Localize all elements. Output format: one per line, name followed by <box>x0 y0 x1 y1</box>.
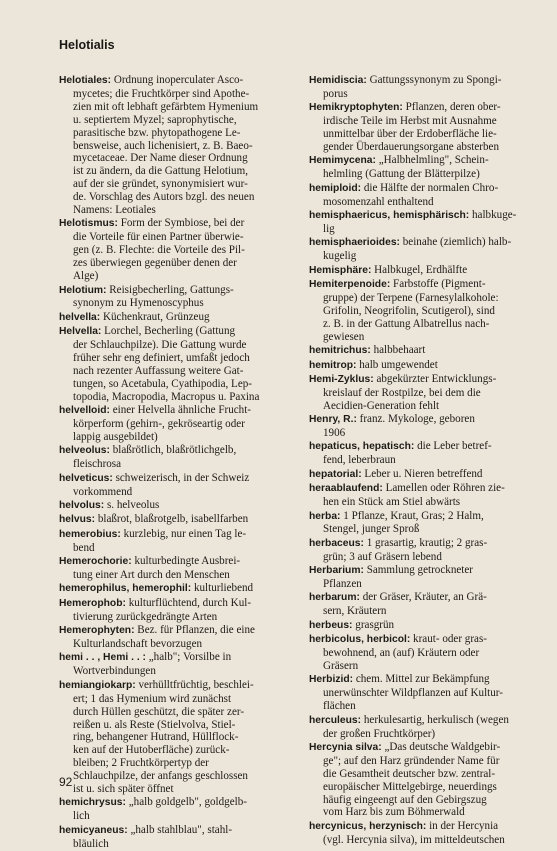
entry-definition-line: durch Hüllen geschützt, die später zer- <box>73 705 245 718</box>
entry-headword: Henry, R.: <box>309 414 357 426</box>
entry-definition: herkulesartig, herkulisch (wegen <box>361 713 509 726</box>
dictionary-entry <box>309 537 538 564</box>
entry-definition: abgekürzter Entwicklungs- <box>373 372 497 385</box>
entry-definition-line: sern, Kräutern <box>323 605 387 618</box>
entry-definition-line: bläulich <box>73 837 109 850</box>
dictionary-entry <box>309 591 538 618</box>
entry-definition: kurzlebig, nur einen Tag le- <box>120 527 247 540</box>
entry-headword: Hemiterpenoide: <box>309 279 391 291</box>
dictionary-entry <box>309 264 538 278</box>
entry-definition-line: kreislauf der Rostpilze, bei dem die <box>323 386 481 399</box>
entry-headword: Hemisphäre: <box>309 264 372 276</box>
entry-definition: Halbkugel, Erdhälfte <box>371 263 468 276</box>
entry-definition-line: porus <box>323 87 348 100</box>
entry-definition: einer Helvella ähnliche Frucht- <box>109 404 251 417</box>
entry-headword: helvolus: <box>59 500 105 511</box>
entry-headword: Helotium: <box>59 284 107 296</box>
entry-definition-line: z. B. in der Gattung Albatrellus nach- <box>323 317 490 330</box>
entry-headword: herbarum: <box>309 592 360 604</box>
entry-definition-line: kugelig <box>323 250 357 263</box>
entry-headword: hepatorial: <box>309 468 362 480</box>
dictionary-entry <box>309 468 538 482</box>
entry-definition-line: die Vorteile für einen Partner überwie- <box>73 231 244 244</box>
entry-definition-line: Kulturlandschaft bevorzugen <box>73 638 203 651</box>
entry-headword: hemichrysus: <box>59 797 126 809</box>
entry-definition-line: mycetaceae. Der Name dieser Ordnung <box>73 152 248 165</box>
entry-headword: herculeus: <box>309 714 362 726</box>
entry-definition: Sammlung getrockneter <box>363 564 473 577</box>
entry-headword: Hercynia silva: <box>309 741 382 753</box>
entry-definition: s. helveolus <box>104 499 160 511</box>
dictionary-entry <box>309 209 538 236</box>
entry-headword: Hemerochorie: <box>59 556 132 568</box>
entry-definition-line: Wortverbindungen <box>73 665 156 678</box>
entry-headword: helvelloid: <box>59 405 110 417</box>
entry-headword: hemiangiokarp: <box>59 679 136 691</box>
entry-definition: Leber u. Nieren betreffend <box>361 467 483 480</box>
entry-headword: helvella: <box>59 311 101 323</box>
entry-headword: hemerobius: <box>59 528 121 540</box>
dictionary-entry <box>309 714 538 741</box>
entry-definition-line: europäischer Mittelgebirge, neuerdings <box>323 780 497 793</box>
entry-definition-line: tungen, so Acetabula, Cyathipodia, Lep- <box>73 377 252 390</box>
entry-definition-line: fleischrosa <box>73 458 122 471</box>
entry-definition: halb umgewendet <box>356 358 438 371</box>
entry-definition-line: ist u. sich später öffnet <box>73 783 174 796</box>
dictionary-entry <box>59 651 295 678</box>
running-header: Helotialis <box>59 38 115 52</box>
dictionary-entry <box>59 679 295 796</box>
entry-headword: hemiploid: <box>309 182 362 194</box>
entry-headword: Hemidiscia: <box>309 75 367 86</box>
entry-definition-line: unerwünschter Wildpflanzen auf Kultur- <box>323 687 503 700</box>
entry-headword: Hemi-Zyklus: <box>309 373 374 385</box>
entry-headword: Helotismus: <box>59 218 118 230</box>
entry-definition-line: lappig ausgebildet) <box>73 430 158 443</box>
entry-definition: blaßrot, blaßrotgelb, isabellfarben <box>95 513 249 526</box>
entry-definition-line: gruppe) der Terpene (Farnesylalkohole: <box>323 292 499 304</box>
dictionary-entry <box>59 796 295 823</box>
dictionary-entry <box>59 284 295 311</box>
entry-definition-line: gewiesen <box>323 330 365 343</box>
entry-definition-line: helmling (Gattung der Blätterpilze) <box>323 168 480 181</box>
dictionary-entry <box>309 440 538 467</box>
entry-definition: franz. Mykologe, geboren <box>356 413 475 426</box>
entry-definition-line: zes überwiegen gegenüber denen der <box>73 257 237 270</box>
entry-definition-line: bleiben; 2 Fruchtkörpertyp der <box>73 757 209 770</box>
entry-headword: hemisphaericus, hemisphärisch: <box>309 210 470 222</box>
dictionary-entry <box>59 311 295 325</box>
entry-definition-line: Aecidien-Generation fehlt <box>323 399 440 412</box>
entry-definition-line: grün; 3 auf Gräsern lebend <box>323 550 442 563</box>
dictionary-entry <box>59 555 295 582</box>
dictionary-entry <box>59 582 295 596</box>
dictionary-entry <box>59 404 295 444</box>
entry-definition-line: Grifolin, Neogrifolin, Scutigerol), sind <box>323 304 495 317</box>
entry-headword: hemerophilus, hemerophil: <box>59 583 192 595</box>
entry-definition-line: Schlauchpilze, der anfangs geschlossen <box>73 770 248 783</box>
entry-definition: Bez. für Pflanzen, die eine <box>134 624 255 637</box>
entry-definition-line: zien mit oft lebhaft gefärbtem Hymenium <box>73 100 259 113</box>
dictionary-entry <box>309 564 538 591</box>
entry-headword: Hemimycena: <box>309 155 376 167</box>
entry-definition: Küchenkraut, Grünzeug <box>100 310 210 323</box>
entry-definition: 1 Pflanze, Kraut, Gras; 2 Halm, <box>340 509 484 522</box>
entry-headword: herbicolus, herbicol: <box>309 634 411 646</box>
right-column <box>309 74 538 847</box>
entry-definition-line: Alge) <box>73 270 99 283</box>
dictionary-entry <box>309 278 538 344</box>
entry-definition-line: Stengel, junger Sproß <box>323 523 420 536</box>
entry-definition-line: bend <box>73 541 95 554</box>
dictionary-entry <box>309 74 538 101</box>
page-number: 92 <box>59 775 73 789</box>
entry-definition: chem. Mittel zur Bekämpfung <box>353 673 490 686</box>
entry-definition: kulturliebend <box>191 582 254 595</box>
dictionary-entry <box>59 472 295 499</box>
entry-definition: die Leber betref- <box>414 440 492 453</box>
entry-definition-line: ist zu ändern, da die Gattung Helotium, <box>73 165 248 178</box>
dictionary-entry <box>309 373 538 413</box>
entry-definition: in der Hercynia <box>426 819 499 832</box>
entry-headword: herbeus: <box>309 619 353 631</box>
dictionary-entry <box>309 413 538 440</box>
dictionary-entry <box>309 741 538 819</box>
entry-headword: Herbarium: <box>309 565 364 577</box>
dictionary-entry <box>309 619 538 633</box>
dictionary-entry <box>59 597 295 624</box>
entry-headword: hemitrop: <box>309 359 357 371</box>
entry-definition-line: häufig eingeengt auf den Gebirgszug <box>323 793 487 806</box>
entry-definition-line: gen (z. B. Flechte: die Vorteile des Pil- <box>73 244 245 257</box>
dictionary-entry <box>309 101 538 154</box>
dictionary-entry <box>309 344 538 358</box>
entry-definition: Pflanzen, deren ober- <box>402 101 501 114</box>
entry-definition-line: gender Überdauerungsorgane absterben <box>323 141 499 154</box>
entry-headword: helveolus: <box>59 445 110 457</box>
entry-headword: helveticus: <box>59 472 113 484</box>
entry-definition-line: hen ein Stück am Stiel abwärts <box>323 496 461 509</box>
entry-headword: Helvella: <box>59 326 102 338</box>
entry-definition-line: ge"; auf den Harz gründender Name für <box>323 754 500 767</box>
entry-definition-line: irdische Teile im Herbst mit Ausnahme <box>323 115 497 128</box>
dictionary-entry <box>309 482 538 509</box>
entry-definition: „halb"; Vorsilbe in <box>145 651 232 664</box>
entry-definition: „Das deutsche Waldgebir- <box>381 740 501 753</box>
entry-definition-line: topodia, Macropodia, Macropus u. Paxina <box>73 390 260 403</box>
entry-headword: hemi . . , Hemi . . : <box>59 652 146 664</box>
entry-definition: „Halbhelmling", Schein- <box>375 154 489 167</box>
entry-headword: hercynicus, herzynisch: <box>309 820 427 832</box>
dictionary-entry <box>59 325 295 403</box>
entry-headword: hemitrichus: <box>309 345 371 357</box>
entry-definition-line: ken auf der Hutoberfläche) zurück- <box>73 744 230 757</box>
entry-definition-line: fend, leberbraun <box>323 454 396 467</box>
dictionary-entry <box>309 154 538 181</box>
dictionary-entry <box>59 74 295 217</box>
entry-definition: Lamellen oder Röhren zie- <box>382 482 505 495</box>
entry-definition-line: bensweise, auch lichenisiert, z. B. Baeo- <box>73 139 253 152</box>
entry-definition-line: parasitische bzw. phytopathogene Le- <box>73 126 241 139</box>
entry-definition: beinahe (ziemlich) halb- <box>399 236 512 249</box>
dictionary-entry <box>309 359 538 373</box>
dictionary-entry <box>309 182 538 209</box>
dictionary-entry <box>59 824 295 851</box>
entry-headword: Helotiales: <box>59 75 112 86</box>
entry-definition: verhülltfrüchtig, beschlei- <box>135 678 254 691</box>
entry-definition: Ordnung inoperculater Asco- <box>111 74 244 86</box>
entry-definition: Gattungssynonym zu Spongi- <box>366 74 502 86</box>
entry-definition: Reisigbecherling, Gattungs- <box>106 283 234 296</box>
entry-definition-line: de. Vorschlag des Autors bzgl. des neuen <box>73 191 255 204</box>
entry-definition: „halb stahlblau", stahl- <box>127 823 233 836</box>
entry-definition-line: flächen <box>323 700 356 713</box>
dictionary-entry <box>309 510 538 537</box>
entry-definition: halbkuge- <box>469 209 517 222</box>
entry-definition: der Gräser, Kräuter, an Grä- <box>359 591 487 604</box>
entry-definition-line: die Gesamtheit deutscher bzw. zentral- <box>323 767 496 780</box>
entry-definition-line: ring, behangener Hutrand, Hüllflock- <box>73 731 239 744</box>
entry-definition-line: mycetes; die Fruchtkörper sind Apothe- <box>73 87 250 100</box>
entry-headword: Hemerophyten: <box>59 625 135 637</box>
dictionary-entry <box>309 673 538 713</box>
entry-definition: blaßrötlich, blaßrötlichgelb, <box>109 444 237 457</box>
entry-definition-line: tivierung zurückgedrängte Arten <box>73 610 218 623</box>
entry-headword: Hemikryptophyten: <box>309 102 403 114</box>
entry-definition-line: vom Harz bis zum Böhmerwald <box>323 806 465 819</box>
entry-headword: Herbizid: <box>309 674 354 686</box>
entry-definition: kulturbedingte Ausbrei- <box>131 555 241 568</box>
entry-headword: hemicyaneus: <box>59 824 128 836</box>
dictionary-entry <box>309 633 538 673</box>
entry-definition-line: unmittelbar über der Erdoberfläche lie- <box>323 128 497 141</box>
entry-definition-line: nach rezenter Auffassung weitere Gat- <box>73 364 244 377</box>
entry-headword: helvus: <box>59 514 96 526</box>
dictionary-entry <box>309 820 538 847</box>
entry-definition-line: auf der sie gründet, synonymisiert wur- <box>73 178 248 191</box>
left-column <box>59 74 295 851</box>
entry-headword: herba: <box>309 510 341 522</box>
entry-headword: herbaceus: <box>309 537 364 549</box>
entry-headword: Hemerophob: <box>59 597 126 609</box>
dictionary-entry <box>59 528 295 555</box>
entry-definition-line: tung einer Art durch den Menschen <box>73 569 230 582</box>
entry-definition-line: u. septiertem Myzel; saprophytische, <box>73 113 237 126</box>
entry-definition-line: der großen Fruchtkörper) <box>323 727 436 740</box>
entry-definition-line: früher sehr eng definiert, umfaßt jedoch <box>73 352 250 365</box>
entry-definition: schweizerisch, in der Schweiz <box>112 471 250 484</box>
dictionary-entry <box>59 513 295 527</box>
entry-definition-line: ert; 1 das Hymenium wird zunächst <box>73 692 232 705</box>
entry-definition: halbbehaart <box>370 344 426 357</box>
entry-definition-line: Namens: Leotiales <box>73 204 156 217</box>
entry-definition-line: vorkommend <box>73 485 133 498</box>
dictionary-entry <box>59 624 295 651</box>
dictionary-entry <box>59 217 295 283</box>
entry-definition-line: reißen u. als Reste (Stielvolva, Stiel- <box>73 718 236 731</box>
entry-definition-line: Pflanzen <box>323 578 362 591</box>
entry-definition: Lorchel, Becherling (Gattung <box>101 325 236 338</box>
entry-definition-line: lig <box>323 222 335 235</box>
dictionary-entry <box>59 444 295 471</box>
entry-definition-line: körperform (gehirn-, gekröseartig oder <box>73 418 245 431</box>
entry-definition: „halb goldgelb", goldgelb- <box>125 796 247 809</box>
entry-headword: hepaticus, hepatisch: <box>309 441 415 453</box>
dictionary-entry <box>59 499 295 513</box>
entry-definition-line: synonym zu Hymenoscyphus <box>73 297 204 310</box>
entry-headword: hemisphaerioides: <box>309 237 400 249</box>
entry-definition: 1 grasartig, krautig; 2 gras- <box>363 536 488 549</box>
entry-definition: kulturflüchtend, durch Kul- <box>125 596 252 609</box>
entry-definition: Form der Symbiose, bei der <box>117 217 245 230</box>
entry-definition-line: mosomenzahl enthaltend <box>323 195 434 208</box>
entry-definition-line: lich <box>73 810 90 823</box>
entry-definition-line: bewohnend, an (auf) Kräutern oder <box>323 647 480 660</box>
entry-headword: heraablaufend: <box>309 483 383 495</box>
entry-definition-line: der Schlauchpilze). Die Gattung wurde <box>73 339 247 352</box>
entry-definition: Farbstoffe (Pigment- <box>390 278 486 291</box>
entry-definition: die Hälfte der normalen Chro- <box>361 181 499 194</box>
entry-definition-line: 1906 <box>323 427 346 440</box>
dictionary-entry <box>309 236 538 263</box>
entry-definition: grasgrün <box>352 618 395 631</box>
entry-definition-line: Gräsern <box>323 659 359 672</box>
entry-definition-line: (vgl. Hercynia silva), im mitteldeutschen <box>323 833 505 846</box>
entry-definition: kraut- oder gras- <box>410 633 487 646</box>
